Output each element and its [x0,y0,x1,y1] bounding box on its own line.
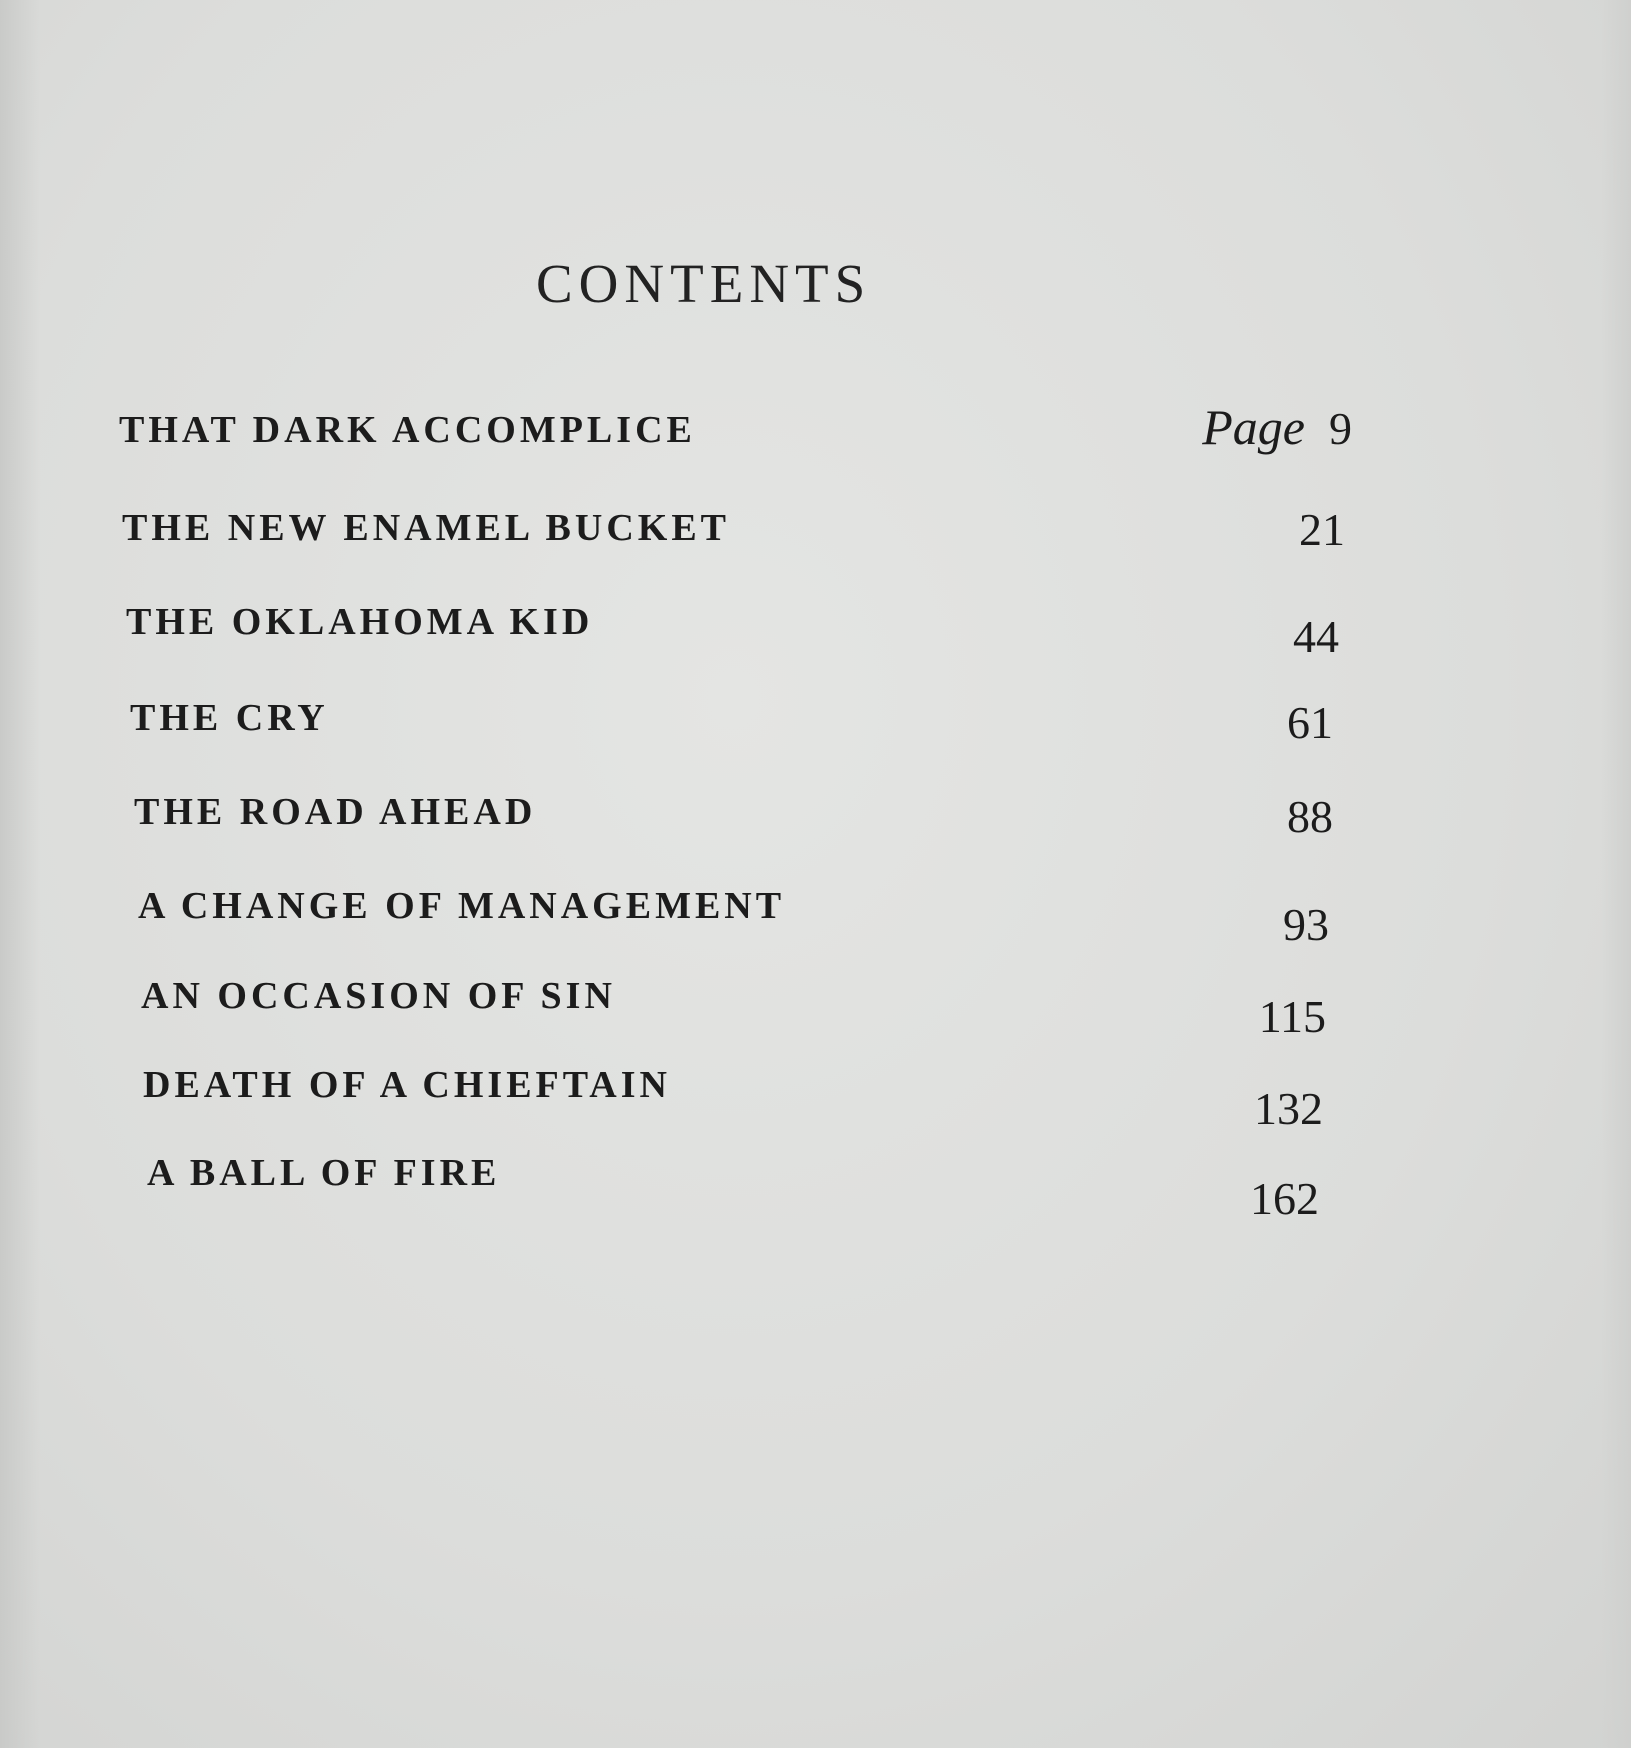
page-number: 9 [1329,403,1352,454]
toc-entry-page: 132 [1254,1083,1323,1134]
toc-entry-title: THE OKLAHOMA KID [126,601,594,643]
page-edge-shadow [1601,0,1631,1748]
toc-entry-title: THE CRY [130,697,329,739]
toc-entry-title: THE ROAD AHEAD [134,791,537,833]
toc-entry-page: 44 [1293,611,1339,662]
contents-heading: CONTENTS [536,253,872,314]
page-gutter-shadow [0,0,40,1748]
toc-entry-title: THE NEW ENAMEL BUCKET [122,507,731,549]
toc-entry-page [1202,398,1352,456]
toc-entry-page: 93 [1283,899,1329,950]
toc-entry-title: A CHANGE OF MANAGEMENT [138,885,786,927]
toc-entry-title: DEATH OF A CHIEFTAIN [143,1064,671,1106]
toc-entry-page: 21 [1299,504,1345,555]
toc-entry-page: 61 [1287,697,1333,748]
toc-entry-title: AN OCCASION OF SIN [141,975,616,1017]
toc-entry-page: 88 [1287,791,1333,842]
toc-entry-title: A BALL OF FIRE [147,1152,501,1194]
toc-entry-title: THAT DARK ACCOMPLICE [119,409,696,451]
page-label: Page [1202,399,1305,455]
toc-entry-page: 115 [1258,991,1326,1042]
toc-entry-page: 162 [1250,1173,1319,1224]
